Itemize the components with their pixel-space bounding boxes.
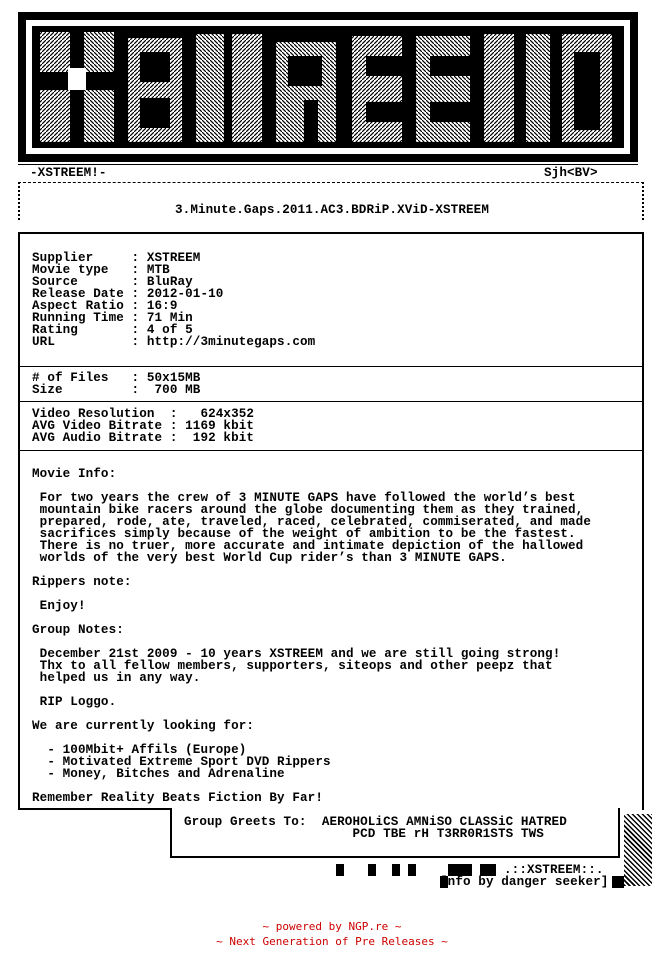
movie-info-line: For two years the crew of 3 MINUTE GAPS have followed the world’s best: [32, 491, 576, 505]
block-glyph: [336, 864, 344, 876]
signature-group: .::XSTREEM::.: [504, 863, 604, 877]
tagline-footer: ~ Next Generation of Pre Releases ~: [216, 935, 448, 948]
movie-info-line: prepared, rode, ate, traveled, raced, celebrated, commiserated, and made: [32, 515, 591, 529]
group-greets-line: Group Greets To: AEROHOLiCS AMNiSO CLASSiC HATRED: [184, 815, 567, 829]
group-notes-line: Thx to all fellow members, supporters, siteops and other peepz that: [32, 659, 553, 673]
looking-for-item: - 100Mbit+ Affils (Europe): [32, 743, 247, 757]
rip-note: RIP Loggo.: [32, 695, 117, 709]
info-aspect-ratio: Aspect Ratio : 16:9: [32, 299, 178, 313]
info-release-date: Release Date : 2012-01-10: [32, 287, 224, 301]
movie-info-line: worlds of the very best World Cup rider’s than 3 MINUTE GAPS.: [32, 551, 507, 565]
artist-tag: Sjh<BV>: [544, 166, 598, 180]
info-rating: Rating : 4 of 5: [32, 323, 193, 337]
motto: Remember Reality Beats Fiction By Far!: [32, 791, 323, 805]
looking-for-item: - Money, Bitches and Adrenaline: [32, 767, 285, 781]
group-notes-line: December 21st 2009 - 10 years XSTREEM and we are still going strong!: [32, 647, 561, 661]
movie-info-line: mountain bike racers around the globe documenting them as they trained,: [32, 503, 584, 517]
xstreem-logo: [18, 12, 638, 162]
file-size: Size : 700 MB: [32, 383, 201, 397]
info-supplier: Supplier : XSTREEM: [32, 251, 201, 265]
file-count: # of Files : 50x15MB: [32, 371, 201, 385]
block-glyph: [408, 864, 416, 876]
info-url[interactable]: URL : http://3minutegaps.com: [32, 335, 316, 349]
hatched-corner: [624, 814, 652, 886]
block-glyph: [612, 876, 624, 888]
looking-for-item: - Motivated Extreme Sport DVD Rippers: [32, 755, 331, 769]
movie-info-line: sacrifices simply because of the weight of ambition to be the fastest.: [32, 527, 576, 541]
movie-info-line: There is no truer, more accurate and intimate depiction of the hallowed: [32, 539, 584, 553]
group-greets-line: PCD TBE rH T3RR0R1STS TWS: [184, 827, 544, 841]
rippers-note-heading: Rippers note:: [32, 575, 132, 589]
info-movie-type: Movie type : MTB: [32, 263, 170, 277]
rippers-note-text: Enjoy!: [32, 599, 86, 613]
audio-bitrate: AVG Audio Bitrate : 192 kbit: [32, 431, 255, 445]
group-notes-line: helped us in any way.: [32, 671, 201, 685]
signature-author: [nfo by danger seeker]: [440, 875, 609, 889]
block-glyph: [368, 864, 376, 876]
block-glyph: [392, 864, 400, 876]
powered-by-footer[interactable]: ~ powered by NGP.re ~: [262, 920, 402, 933]
movie-info-heading: Movie Info:: [32, 467, 117, 481]
info-source: Source : BluRay: [32, 275, 193, 289]
info-running-time: Running Time : 71 Min: [32, 311, 193, 325]
group-notes-heading: Group Notes:: [32, 623, 124, 637]
release-title: 3.Minute.Gaps.2011.AC3.BDRiP.XViD-XSTREEM: [175, 203, 489, 217]
video-resolution: Video Resolution : 624x352: [32, 407, 255, 421]
group-tag: -XSTREEM!-: [30, 166, 107, 180]
video-bitrate: AVG Video Bitrate : 1169 kbit: [32, 419, 255, 433]
looking-for-heading: We are currently looking for:: [32, 719, 255, 733]
